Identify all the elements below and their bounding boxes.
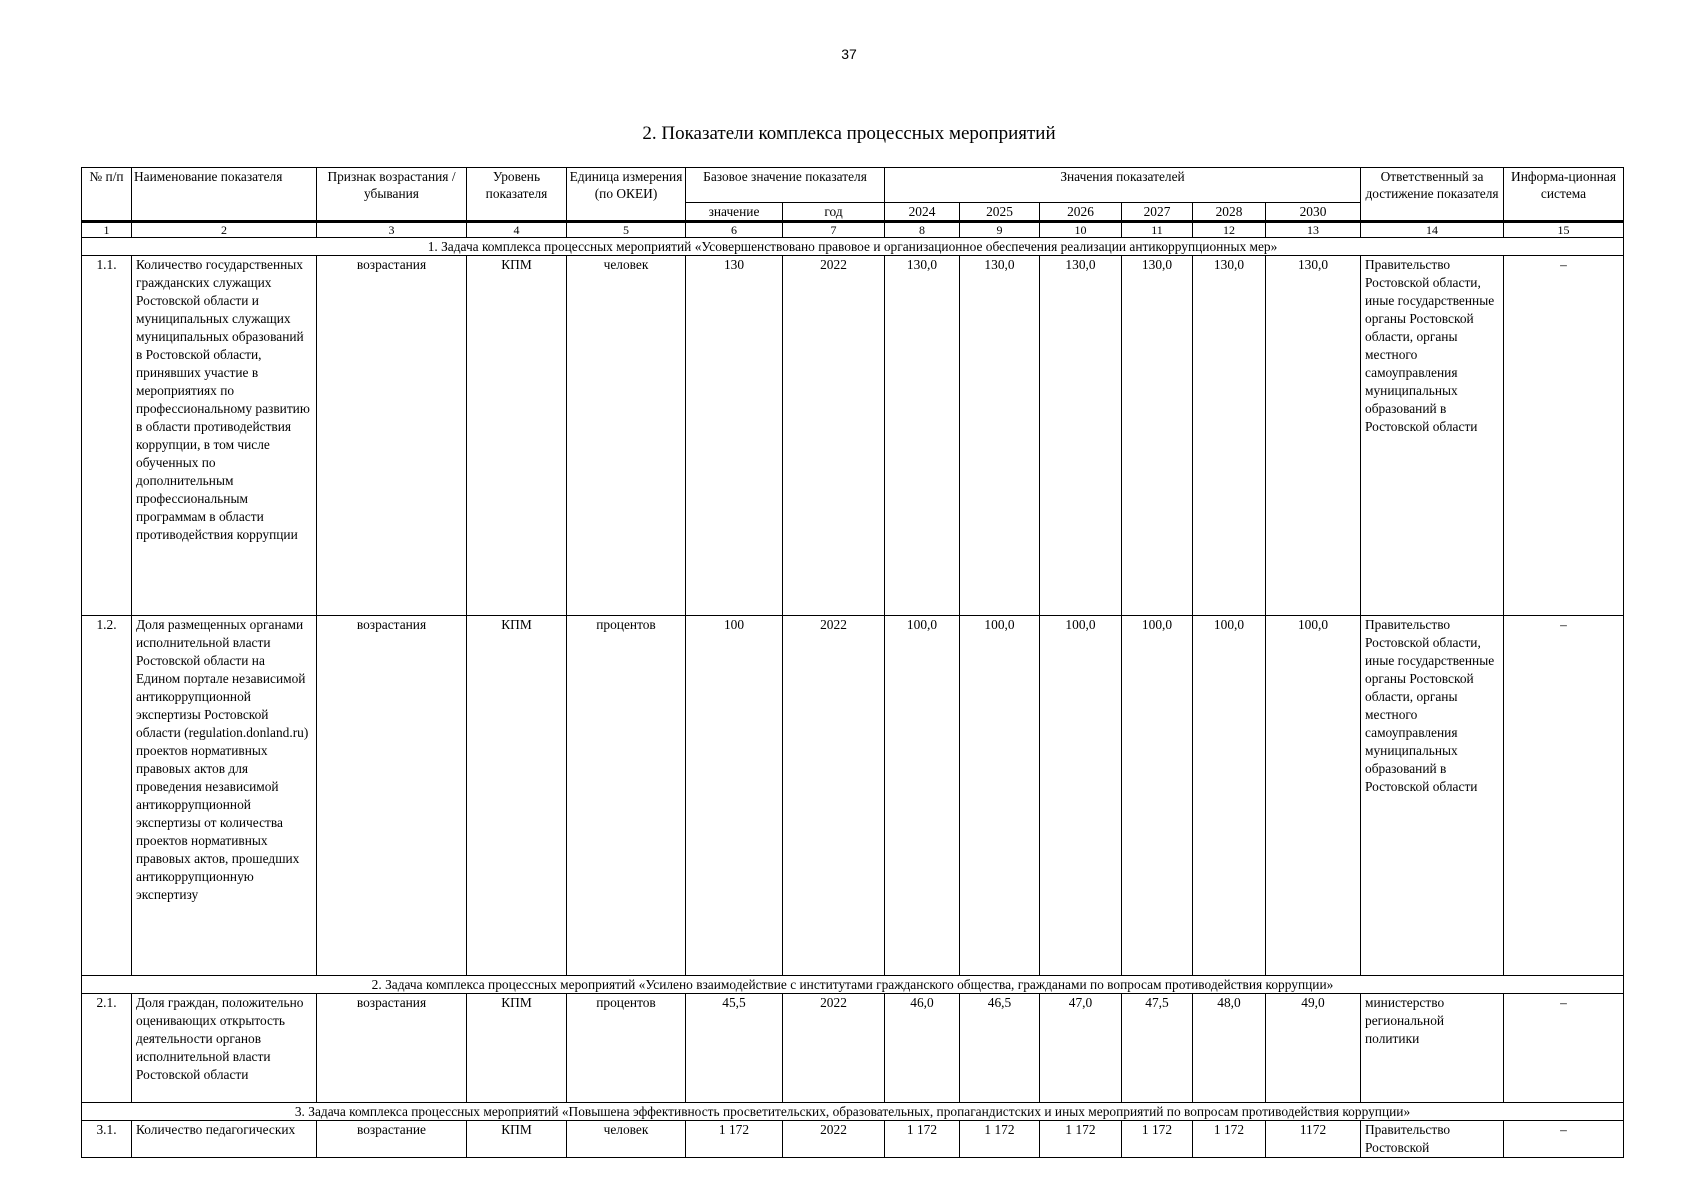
header-info: Информа-ционная система	[1504, 168, 1624, 222]
header-year: 2026	[1040, 203, 1122, 222]
column-number: 8	[885, 222, 960, 238]
row-unit: процентов	[567, 616, 686, 976]
row-value: 130,0	[1040, 256, 1122, 616]
column-number: 10	[1040, 222, 1122, 238]
column-number: 5	[567, 222, 686, 238]
header-year: 2027	[1122, 203, 1193, 222]
row-base-value: 130	[686, 256, 783, 616]
row-unit: процентов	[567, 994, 686, 1103]
row-base-year: 2022	[783, 1121, 885, 1158]
row-info: –	[1504, 256, 1624, 616]
table-row	[82, 1121, 1624, 1158]
header-num: № п/п	[82, 168, 132, 222]
column-number: 15	[1504, 222, 1624, 238]
indicators-table	[81, 167, 1624, 1158]
task-row	[82, 238, 1624, 256]
row-sign: возрастание	[317, 1121, 467, 1158]
row-num: 2.1.	[82, 994, 132, 1103]
row-responsible: Правительство Ростовской области, иные государственные органы Ростовской области, органы местного самоуправления муниципальных образований в Ростовской области	[1361, 256, 1504, 616]
row-value: 47,5	[1122, 994, 1193, 1103]
row-value: 46,5	[960, 994, 1040, 1103]
task-title: 3. Задача комплекса процессных мероприятий «Повышена эффективность просветительских, образовательных, пропагандистских и иных мероприятий по вопросам противодействия коррупции»	[82, 1103, 1624, 1121]
column-number: 3	[317, 222, 467, 238]
row-name: Количество государственных гражданских служащих Ростовской области и муниципальных служащих муниципальных образований в Ростовской области, принявших участие в мероприятиях по профессиональному развитию в области противодействия коррупции, в том числе обученных по дополнительным профессиональным программам в области противодействия коррупции	[132, 256, 317, 616]
row-value: 100,0	[885, 616, 960, 976]
table-row	[82, 616, 1624, 976]
row-base-value: 100	[686, 616, 783, 976]
column-number: 14	[1361, 222, 1504, 238]
header-year: 2025	[960, 203, 1040, 222]
header-values: Значения показателей	[885, 168, 1361, 203]
row-unit: человек	[567, 256, 686, 616]
column-number: 1	[82, 222, 132, 238]
row-num: 1.1.	[82, 256, 132, 616]
row-value: 1 172	[885, 1121, 960, 1158]
row-level: КПМ	[467, 994, 567, 1103]
row-base-year: 2022	[783, 994, 885, 1103]
column-number: 7	[783, 222, 885, 238]
row-base-value: 1 172	[686, 1121, 783, 1158]
header-year: 2028	[1193, 203, 1266, 222]
column-number: 9	[960, 222, 1040, 238]
row-sign: возрастания	[317, 616, 467, 976]
row-responsible: Правительство Ростовской	[1361, 1121, 1504, 1158]
row-value: 49,0	[1266, 994, 1361, 1103]
row-value: 130,0	[1266, 256, 1361, 616]
task-row	[82, 976, 1624, 994]
row-level: КПМ	[467, 256, 567, 616]
row-info: –	[1504, 994, 1624, 1103]
row-value: 130,0	[960, 256, 1040, 616]
row-level: КПМ	[467, 1121, 567, 1158]
document-title: 2. Показатели комплекса процессных мероприятий	[642, 123, 1056, 144]
row-base-value: 45,5	[686, 994, 783, 1103]
header-year: 2024	[885, 203, 960, 222]
row-value: 46,0	[885, 994, 960, 1103]
row-value: 1 172	[1193, 1121, 1266, 1158]
table-header	[82, 168, 1624, 222]
row-sign: возрастания	[317, 994, 467, 1103]
table-row	[82, 256, 1624, 616]
row-name: Доля размещенных органами исполнительной власти Ростовской области на Едином портале независимой антикоррупционной экспертизы Ростовской области (regulation.donland.ru) проектов нормативных правовых актов для проведения независимой антикоррупционной экспертизы от количества проектов нормативных правовых актов, прошедших антикоррупционную экспертизу	[132, 616, 317, 976]
row-value: 130,0	[885, 256, 960, 616]
header-year: 2030	[1266, 203, 1361, 222]
row-value: 100,0	[960, 616, 1040, 976]
row-name: Доля граждан, положительно оценивающих открытость деятельности органов исполнительной власти Ростовской области	[132, 994, 317, 1103]
task-title: 2. Задача комплекса процессных мероприятий «Усилено взаимодействие с институтами гражданского общества, гражданами по вопросам противодействия коррупции»	[82, 976, 1624, 994]
header-responsible: Ответственный за достижение показателя	[1361, 168, 1504, 222]
task-row	[82, 1103, 1624, 1121]
header-level: Уровень показателя	[467, 168, 567, 222]
header-unit: Единица измерения (по ОКЕИ)	[567, 168, 686, 222]
column-number: 4	[467, 222, 567, 238]
row-level: КПМ	[467, 616, 567, 976]
row-value: 130,0	[1193, 256, 1266, 616]
column-number: 2	[132, 222, 317, 238]
row-value: 100,0	[1122, 616, 1193, 976]
row-info: –	[1504, 1121, 1624, 1158]
table-row	[82, 994, 1624, 1103]
row-info: –	[1504, 616, 1624, 976]
header-base-year: год	[783, 203, 885, 222]
row-unit: человек	[567, 1121, 686, 1158]
header-name: Наименование показателя	[132, 168, 317, 222]
row-responsible: Правительство Ростовской области, иные государственные органы Ростовской области, органы местного самоуправления муниципальных образований в Ростовской области	[1361, 616, 1504, 976]
row-responsible: министерство региональной политики	[1361, 994, 1504, 1103]
column-numbers-row	[82, 222, 1624, 238]
row-base-year: 2022	[783, 256, 885, 616]
row-value: 47,0	[1040, 994, 1122, 1103]
column-number: 11	[1122, 222, 1193, 238]
column-number: 6	[686, 222, 783, 238]
row-base-year: 2022	[783, 616, 885, 976]
row-value: 100,0	[1193, 616, 1266, 976]
header-sign: Признак возрастания / убывания	[317, 168, 467, 222]
row-value: 1 172	[1040, 1121, 1122, 1158]
row-value: 1 172	[1122, 1121, 1193, 1158]
header-base-value: значение	[686, 203, 783, 222]
row-num: 3.1.	[82, 1121, 132, 1158]
row-name: Количество педагогических	[132, 1121, 317, 1158]
row-value: 48,0	[1193, 994, 1266, 1103]
row-num: 1.2.	[82, 616, 132, 976]
row-value: 130,0	[1122, 256, 1193, 616]
row-sign: возрастания	[317, 256, 467, 616]
row-value: 1 172	[960, 1121, 1040, 1158]
page-number: 37	[841, 46, 857, 62]
row-value: 1172	[1266, 1121, 1361, 1158]
row-value: 100,0	[1266, 616, 1361, 976]
task-title: 1. Задача комплекса процессных мероприятий «Усовершенствовано правовое и организационное обеспечения реализации антикоррупционных мер»	[82, 238, 1624, 256]
column-number: 12	[1193, 222, 1266, 238]
row-value: 100,0	[1040, 616, 1122, 976]
header-base: Базовое значение показателя	[686, 168, 885, 203]
column-number: 13	[1266, 222, 1361, 238]
